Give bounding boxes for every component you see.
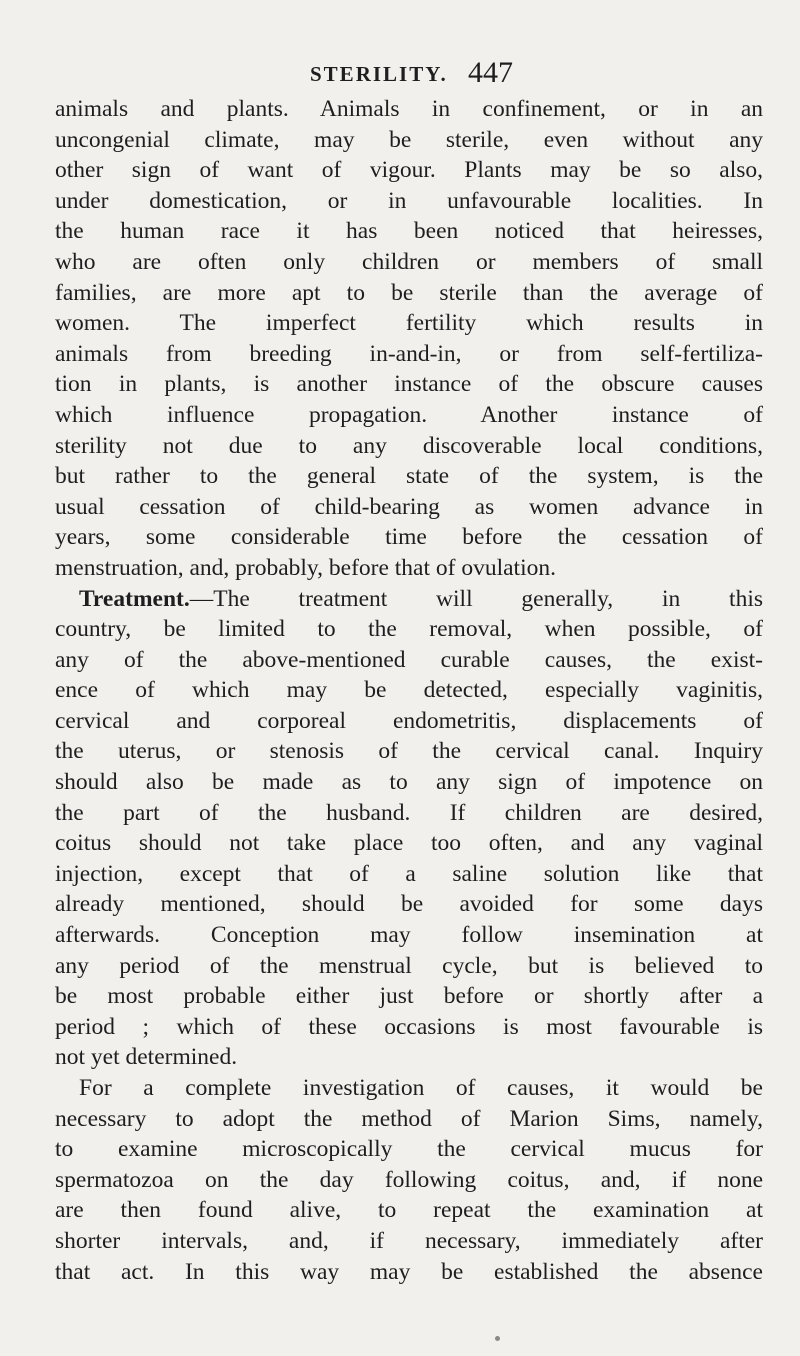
body-text xyxy=(55,94,763,1287)
text-line: animals from breeding in-and-in, or from self-fertiliza- xyxy=(55,340,763,367)
text-line: coitus should not take place too often, and any vaginal xyxy=(55,830,763,857)
text-line: the uterus, or stenosis of the cervical canal. Inquiry xyxy=(55,738,763,765)
text-line: spermatozoa on the day following coitus, and, if none xyxy=(55,1166,763,1193)
text-line: tion in plants, is another instance of the obscure causes xyxy=(55,371,763,398)
text-line: that act. In this way may be established the absence xyxy=(55,1258,763,1285)
text-line: be most probable either just before or shortly after a xyxy=(55,983,763,1010)
treatment-line-text: —The treatment will generally, in this xyxy=(189,585,763,612)
text-line: the human race it has been noticed that heiresses, xyxy=(55,218,763,245)
text-line: animals and plants. Animals in confinement, or in an xyxy=(55,96,763,122)
text-line: any period of the menstrual cycle, but is believed to xyxy=(55,952,763,979)
text-line: are then found alive, to repeat the examination at xyxy=(55,1197,763,1224)
text-line: years, some considerable time before the cessation of xyxy=(55,524,763,551)
text-line: period ; which of these occasions is most favourable is xyxy=(55,1013,763,1040)
text-line: shorter intervals, and, if necessary, immediately after xyxy=(55,1227,763,1254)
text-line: sterility not due to any discoverable local conditions, xyxy=(55,432,763,459)
text-line: women. The imperfect fertility which results in xyxy=(55,310,763,337)
text-line: families, are more apt to be sterile than the average of xyxy=(55,279,763,306)
treatment-paragraph-line xyxy=(55,584,763,615)
text-line: necessary to adopt the method of Marion Sims, namely, xyxy=(55,1105,763,1132)
text-line: which influence propagation. Another instance of xyxy=(55,401,763,428)
text-line: For a complete investigation of causes, it would be xyxy=(79,1075,763,1101)
text-line: cervical and corporeal endometritis, displacements of xyxy=(55,707,763,734)
page-number: 447 xyxy=(468,56,513,89)
treatment-heading: Treatment. xyxy=(79,585,190,612)
ink-speck xyxy=(495,1336,500,1341)
text-line: who are often only children or members of small xyxy=(55,248,763,275)
text-line: any of the above-mentioned curable causes, the exist- xyxy=(55,646,763,673)
text-line: other sign of want of vigour. Plants may be so also, xyxy=(55,157,763,184)
text-line: already mentioned, should be avoided for some days xyxy=(55,891,763,918)
text-line: ence of which may be detected, especially vaginitis, xyxy=(55,677,763,704)
text-line: the part of the husband. If children are desired, xyxy=(55,799,763,826)
text-line: uncongenial climate, may be sterile, even without any xyxy=(55,126,763,153)
text-line: country, be limited to the removal, when possible, of xyxy=(55,616,763,643)
running-head xyxy=(0,56,800,88)
text-line: to examine microscopically the cervical mucus for xyxy=(55,1136,763,1163)
text-line: afterwards. Conception may follow insemination at xyxy=(55,922,763,949)
text-line: not yet determined. xyxy=(55,1044,238,1071)
text-line: under domestication, or in unfavourable localities. In xyxy=(55,187,763,214)
text-line: injection, except that of a saline solution like that xyxy=(55,860,763,887)
text-line: should also be made as to any sign of impotence on xyxy=(55,769,763,796)
text-line: menstruation, and, probably, before that of ovulation. xyxy=(55,554,556,581)
text-line: usual cessation of child-bearing as women advance in xyxy=(55,493,763,520)
running-head-title: STERILITY. xyxy=(310,62,448,86)
text-line: but rather to the general state of the system, is the xyxy=(55,463,763,490)
